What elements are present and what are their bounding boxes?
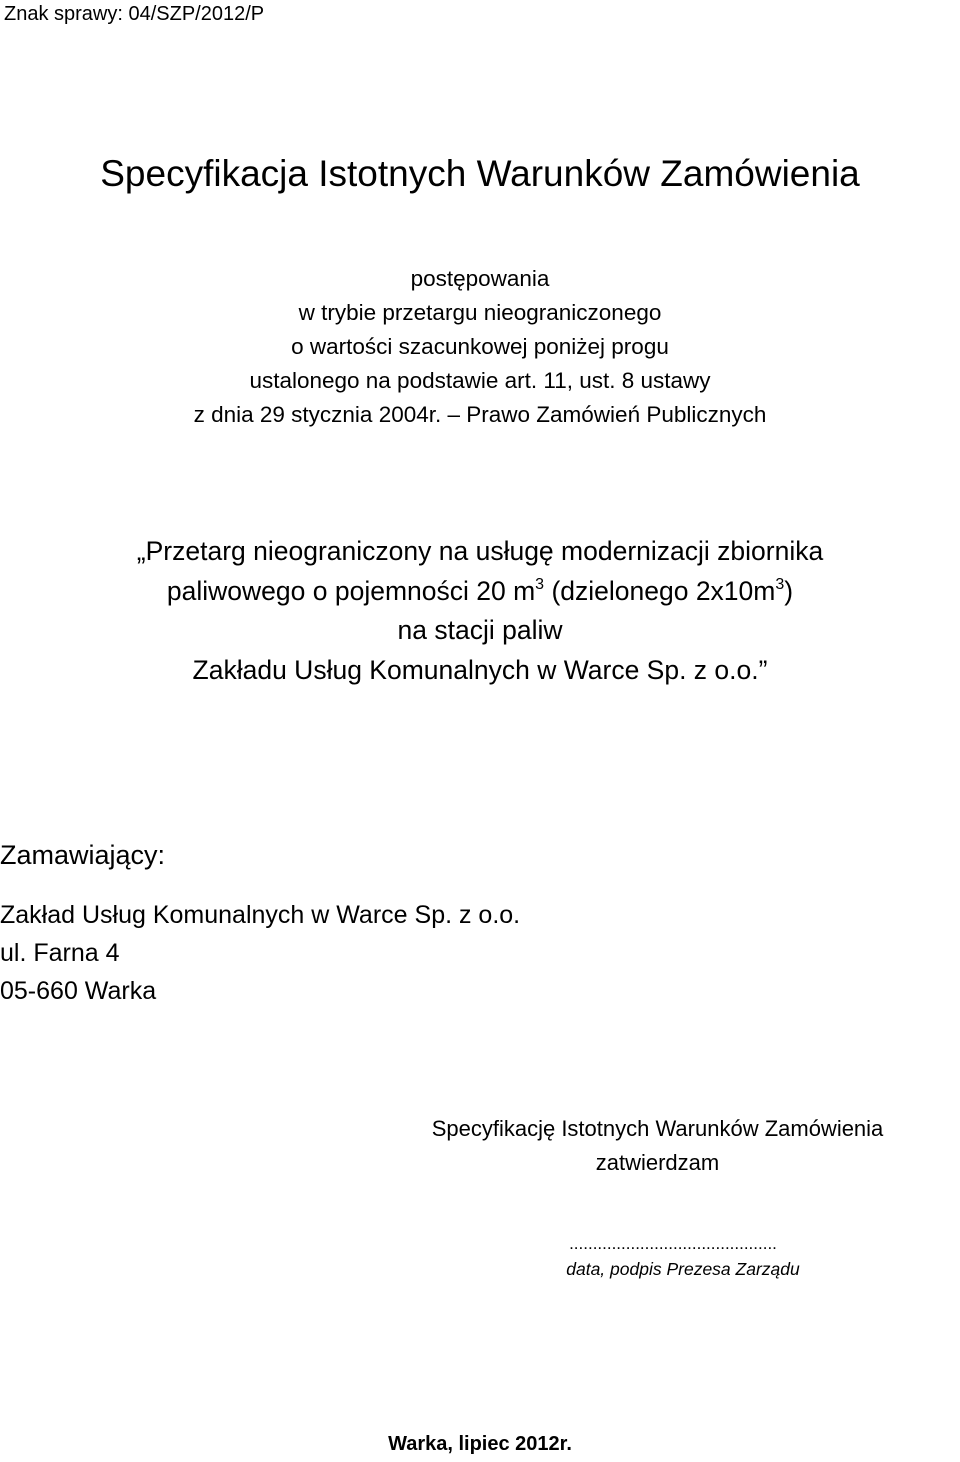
superscript: 3 bbox=[535, 575, 545, 593]
subject-text: (dzielonego 2x10m bbox=[544, 575, 776, 606]
procedure-line: o wartości szacunkowej poniżej progu bbox=[291, 334, 669, 359]
approval-line: Specyfikację Istotnych Warunków Zamówienia bbox=[431, 1116, 884, 1141]
subject-line: „Przetarg nieograniczony na usługę modernizacji zbiornika bbox=[136, 536, 824, 566]
buyer-name: Zakład Usług Komunalnych w Warce Sp. z o.o. bbox=[0, 901, 521, 929]
signature-label: data, podpis Prezesa Zarządu bbox=[566, 1259, 800, 1279]
document-title: Specyfikacja Istotnych Warunków Zamówienia bbox=[100, 153, 860, 194]
subject-line bbox=[0, 572, 960, 612]
superscript: 3 bbox=[775, 575, 785, 593]
buyer-street: ul. Farna 4 bbox=[0, 939, 120, 967]
buyer-address bbox=[0, 896, 520, 1010]
procedure-description bbox=[0, 262, 960, 432]
signature-line: ............................................ bbox=[569, 1234, 777, 1253]
subject-text: ) bbox=[784, 575, 794, 606]
procedure-line: w trybie przetargu nieograniczonego bbox=[298, 300, 662, 325]
place-and-date: Warka, lipiec 2012r. bbox=[388, 1433, 572, 1455]
buyer-label: Zamawiający: bbox=[0, 840, 166, 870]
approval-block bbox=[355, 1112, 960, 1180]
contract-subject bbox=[0, 532, 960, 690]
buyer-city: 05-660 Warka bbox=[0, 977, 157, 1005]
procedure-line: z dnia 29 stycznia 2004r. – Prawo Zamówień Publicznych bbox=[193, 402, 767, 427]
case-number: Znak sprawy: 04/SZP/2012/P bbox=[4, 3, 265, 25]
subject-text: paliwowego o pojemności 20 m bbox=[166, 575, 536, 606]
procedure-line: postępowania bbox=[410, 266, 550, 291]
subject-line: Zakładu Usług Komunalnych w Warce Sp. z o.o.” bbox=[192, 654, 768, 685]
procedure-line: ustalonego na podstawie art. 11, ust. 8 ustawy bbox=[249, 368, 711, 393]
subject-line: na stacji paliw bbox=[397, 615, 563, 645]
approval-line: zatwierdzam bbox=[595, 1150, 720, 1175]
